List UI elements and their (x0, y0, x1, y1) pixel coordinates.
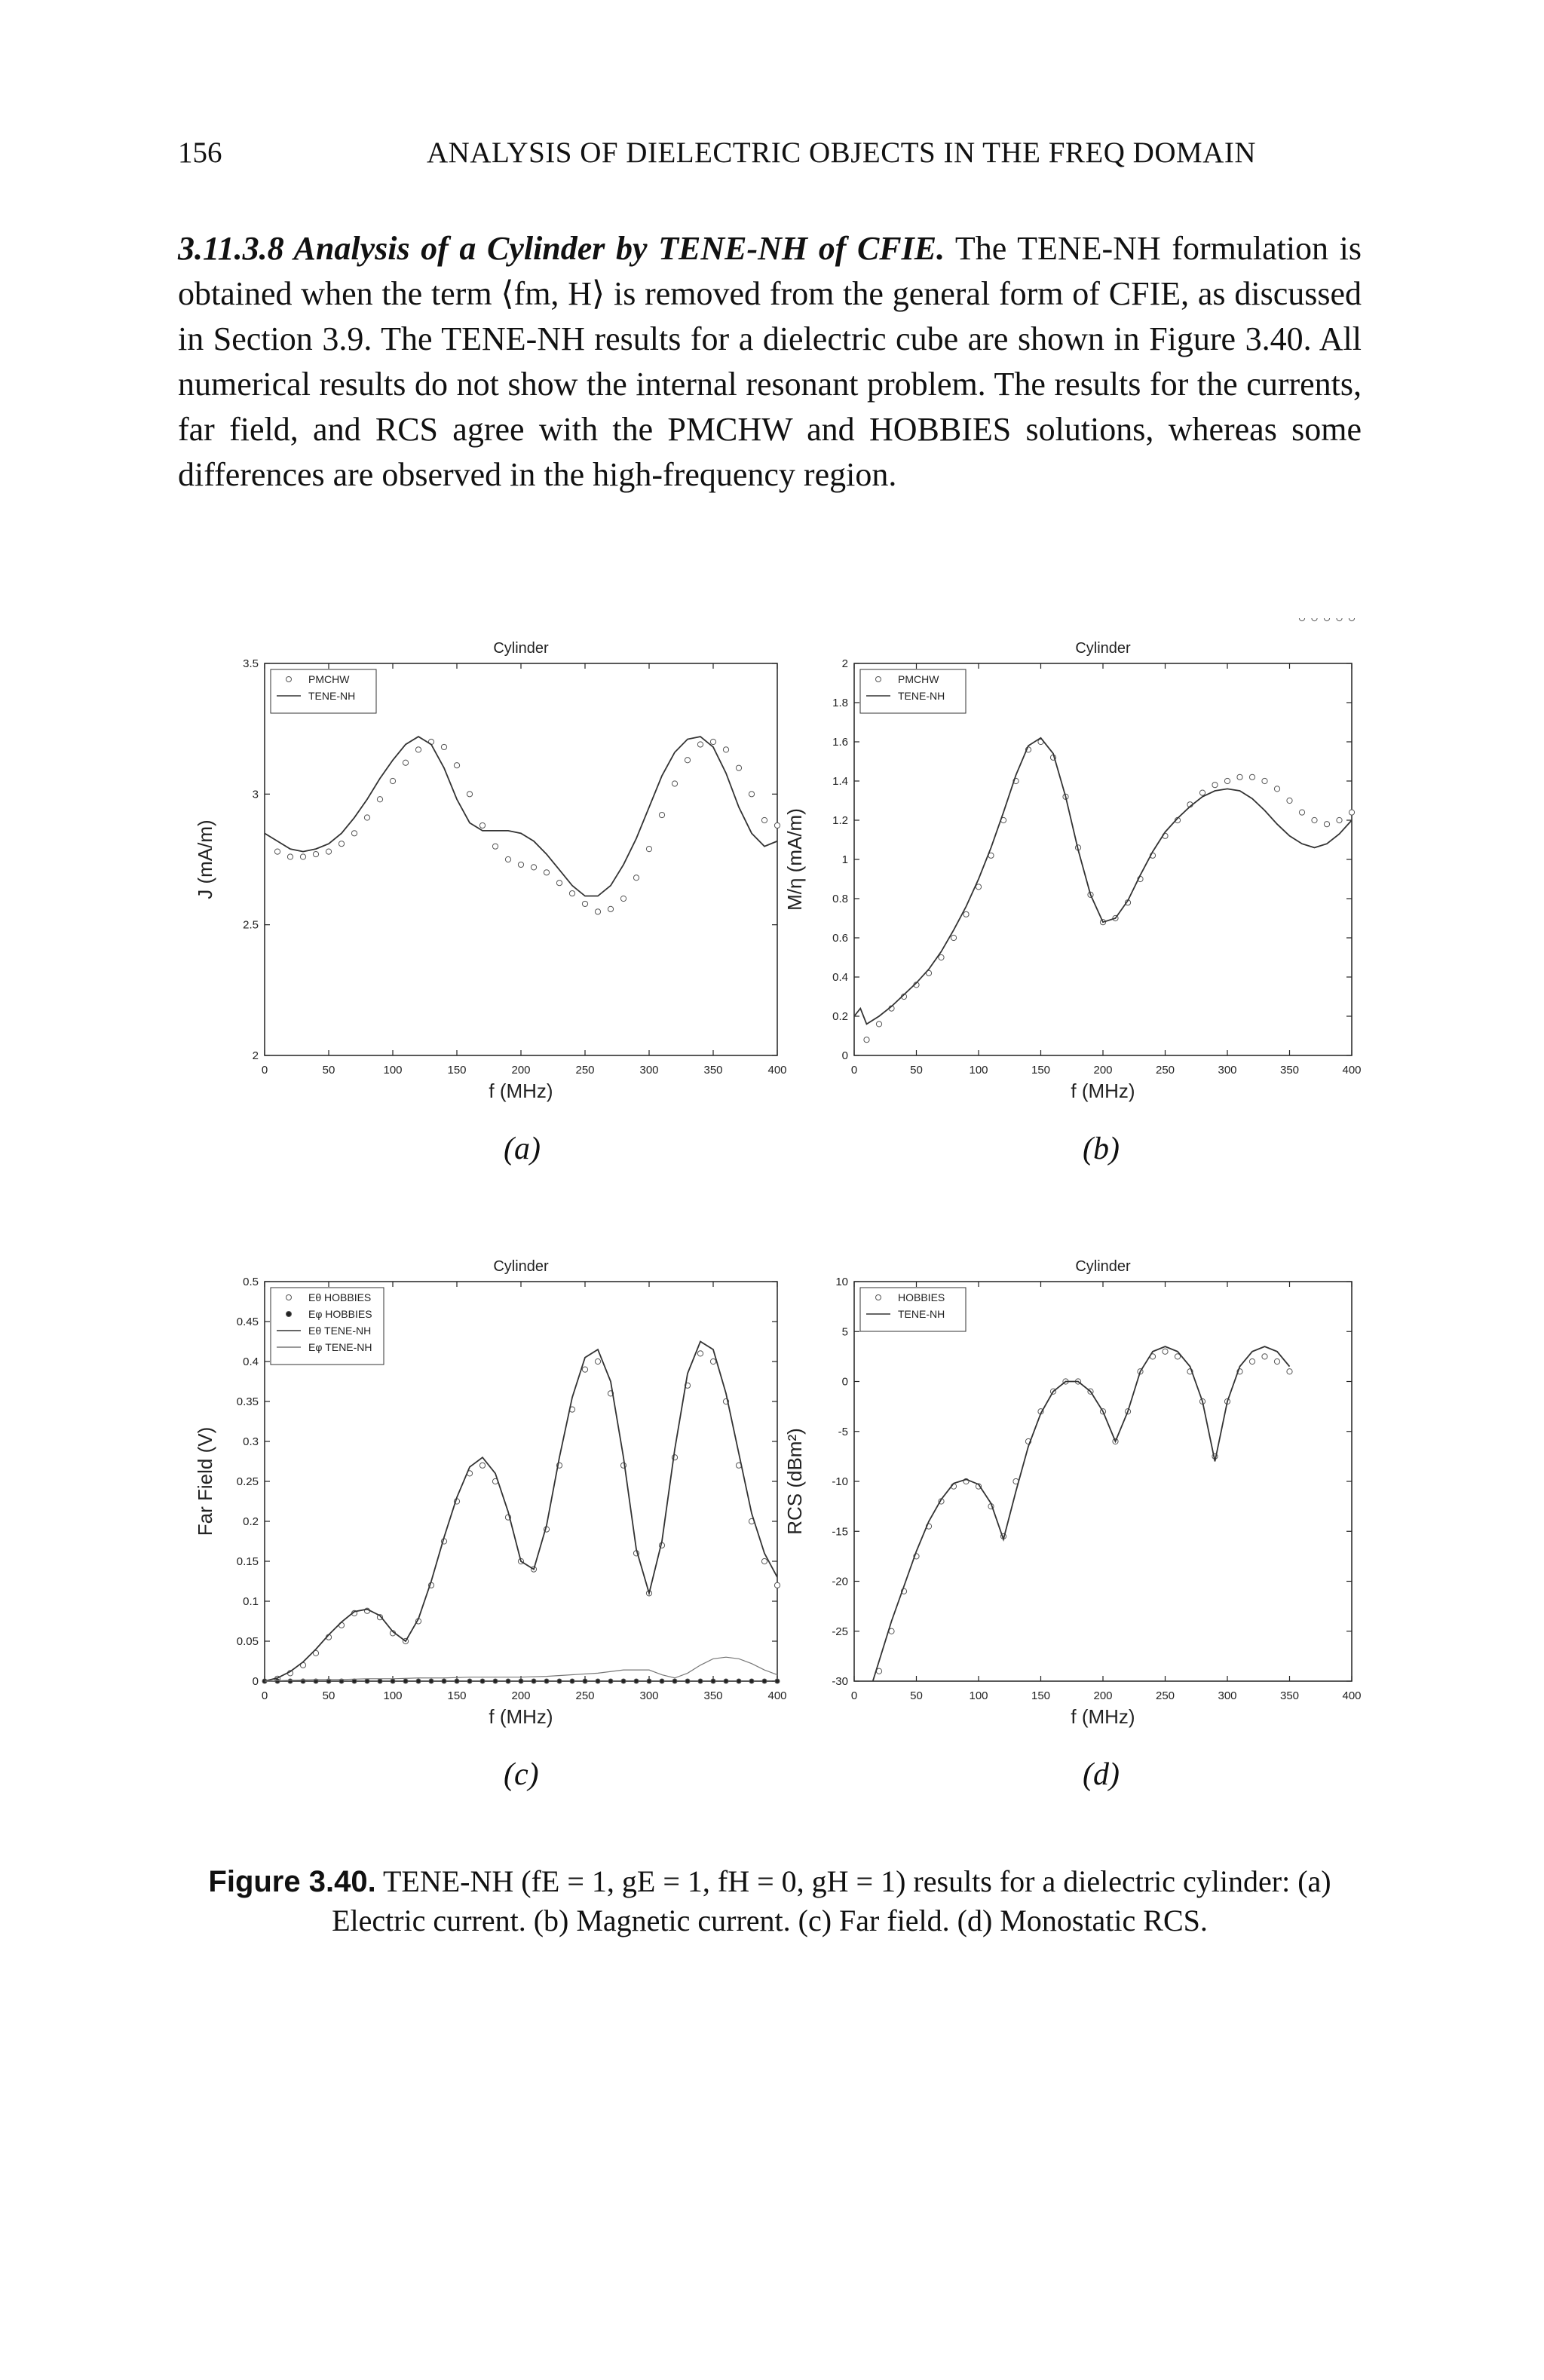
x-tick-label: 150 (1031, 1064, 1051, 1077)
x-tick-label: 150 (447, 1064, 467, 1077)
data-point (583, 1679, 587, 1683)
x-tick-label: 300 (639, 1064, 659, 1077)
data-point (391, 1679, 395, 1683)
data-point (660, 1679, 664, 1683)
section-body (178, 226, 1362, 498)
y-tick-label: 0.6 (832, 932, 848, 945)
x-tick-label: 200 (511, 1064, 531, 1077)
panel-label-a: (a) (504, 1132, 541, 1166)
y-tick-label: 0.3 (243, 1435, 259, 1448)
y-tick-label: 1 (841, 853, 848, 866)
x-tick-label: 200 (1093, 1689, 1113, 1702)
x-tick-label: 200 (1093, 1064, 1113, 1077)
data-point (518, 862, 523, 867)
figure-3-40 (178, 618, 1362, 1824)
data-point (274, 849, 280, 854)
x-tick-label: 400 (767, 1689, 787, 1702)
data-point (774, 1582, 780, 1588)
data-point (519, 1679, 523, 1683)
panel-label-c: (c) (504, 1757, 539, 1792)
data-point (505, 856, 510, 862)
data-point (493, 1679, 498, 1683)
data-point (1212, 783, 1218, 788)
x-tick-label: 50 (910, 1064, 923, 1077)
x-tick-label: 400 (1342, 1689, 1362, 1702)
y-tick-label: 3.5 (243, 657, 259, 670)
data-point (647, 1679, 651, 1683)
data-point (300, 854, 305, 859)
chart-title: Cylinder (1075, 1258, 1131, 1275)
chart-title: Cylinder (493, 640, 549, 657)
data-point (1224, 778, 1230, 783)
data-point (737, 1679, 741, 1683)
y-tick-label: 0.15 (236, 1555, 259, 1568)
data-point (685, 1679, 690, 1683)
x-axis-label: f (MHz) (489, 1080, 553, 1102)
data-point (479, 1463, 485, 1468)
y-axis-label: RCS (dBm²) (783, 1428, 806, 1535)
data-point (939, 954, 944, 960)
section-title: 3.11.3.8 Analysis of a Cylinder by TENE-NH of CFIE. (178, 230, 945, 267)
data-point (365, 1679, 369, 1683)
series-line (265, 737, 777, 896)
series-b-1 (854, 738, 1352, 1025)
data-point (1262, 1354, 1267, 1359)
legend-label: Eφ TENE-NH (308, 1341, 372, 1353)
y-tick-label: 5 (841, 1325, 848, 1339)
y-axis-label: M/η (mA/m) (783, 808, 806, 911)
data-point (467, 792, 472, 797)
x-tick-label: 350 (1279, 1064, 1300, 1077)
data-point (326, 849, 331, 854)
x-tick-label: 0 (261, 1064, 268, 1077)
data-point (287, 854, 293, 859)
data-point (749, 792, 754, 797)
legend (860, 1288, 966, 1331)
x-tick-label: 250 (1155, 1064, 1175, 1077)
data-point (1199, 790, 1205, 795)
x-tick-label: 350 (1279, 1689, 1300, 1702)
x-tick-label: 350 (703, 1064, 723, 1077)
data-point (1299, 618, 1304, 621)
legend-label: Eθ TENE-NH (308, 1325, 372, 1337)
data-point (570, 1679, 574, 1683)
chart-b (783, 640, 1362, 1102)
y-tick-label: 0.45 (236, 1316, 259, 1328)
data-point (1249, 1358, 1254, 1364)
legend (271, 1288, 384, 1365)
data-point (659, 812, 664, 817)
data-point (685, 758, 690, 763)
x-tick-label: 0 (261, 1689, 268, 1702)
chart-c (194, 1258, 787, 1728)
data-point (1287, 798, 1292, 803)
legend-label: TENE-NH (898, 690, 945, 702)
data-point (723, 747, 728, 752)
data-point (1337, 817, 1342, 822)
legend-label: HOBBIES (898, 1291, 945, 1303)
data-point (532, 1679, 536, 1683)
data-point (429, 1679, 433, 1683)
data-point (364, 815, 369, 820)
y-tick-label: -10 (832, 1475, 848, 1488)
x-tick-label: 150 (447, 1689, 467, 1702)
y-tick-label: 3 (252, 788, 259, 801)
data-point (620, 896, 626, 901)
data-point (951, 935, 956, 940)
x-tick-label: 0 (850, 1064, 858, 1077)
x-tick-label: 250 (575, 1689, 595, 1702)
series-c-0 (274, 1351, 780, 1682)
data-point (1324, 822, 1329, 827)
data-point (467, 1679, 472, 1683)
data-point (390, 778, 395, 783)
y-tick-label: 10 (835, 1276, 848, 1288)
x-tick-label: 50 (322, 1064, 335, 1077)
series-line (873, 1346, 1290, 1681)
data-point (403, 760, 408, 765)
y-tick-label: 0.35 (236, 1395, 259, 1408)
data-point (1237, 774, 1242, 780)
data-point (774, 822, 780, 828)
data-point (711, 1679, 715, 1683)
y-axis-label: J (mA/m) (194, 819, 216, 899)
data-point (1312, 817, 1317, 822)
y-tick-label: 1.6 (832, 736, 848, 749)
y-tick-label: -30 (832, 1675, 848, 1688)
y-tick-label: 1.4 (832, 775, 848, 788)
x-tick-label: 400 (767, 1064, 787, 1077)
data-point (416, 1679, 421, 1683)
series-c-3 (265, 1657, 777, 1681)
legend-label: PMCHW (308, 673, 350, 685)
y-tick-label: -5 (838, 1425, 848, 1438)
data-point (1299, 810, 1304, 815)
data-point (557, 1679, 562, 1683)
x-tick-label: 300 (1218, 1689, 1237, 1702)
x-tick-label: 100 (969, 1064, 988, 1077)
data-point (377, 797, 382, 802)
y-tick-label: 0.5 (243, 1276, 259, 1288)
legend-swatch (876, 1295, 881, 1300)
y-tick-label: 0.4 (832, 971, 848, 984)
legend (271, 669, 376, 713)
data-point (633, 875, 639, 881)
y-tick-label: 0.2 (243, 1515, 259, 1528)
plot-frame (265, 663, 777, 1055)
data-point (492, 844, 498, 849)
data-point (351, 831, 357, 836)
data-point (749, 1679, 754, 1683)
series-a-0 (274, 739, 780, 914)
data-point (710, 739, 715, 744)
legend-swatch (286, 1312, 292, 1317)
caption-label: Figure 3.40. (208, 1865, 376, 1898)
y-tick-label: 0 (252, 1675, 259, 1688)
figure-caption (178, 1862, 1362, 1940)
x-tick-label: 300 (1218, 1064, 1237, 1077)
data-point (710, 1358, 715, 1364)
legend-swatch (286, 677, 292, 682)
data-point (556, 881, 562, 886)
data-point (736, 765, 741, 770)
x-tick-label: 350 (703, 1689, 723, 1702)
y-axis-label: Far Field (V) (194, 1426, 216, 1536)
y-tick-label: 0.1 (243, 1595, 259, 1608)
y-tick-label: 0 (841, 1049, 848, 1062)
data-point (672, 781, 677, 786)
plot-frame (854, 663, 1352, 1055)
data-point (441, 744, 446, 749)
y-tick-label: 0 (841, 1375, 848, 1389)
data-point (1312, 618, 1317, 621)
legend-swatch (876, 677, 881, 682)
data-point (480, 1679, 485, 1683)
legend-label: PMCHW (898, 673, 939, 685)
x-tick-label: 200 (511, 1689, 531, 1702)
x-tick-label: 300 (639, 1689, 659, 1702)
data-point (582, 901, 587, 906)
series-a-1 (265, 737, 777, 896)
series-line (265, 1657, 777, 1681)
series-d-1 (873, 1346, 1290, 1681)
data-point (531, 865, 536, 870)
data-point (698, 1679, 703, 1683)
data-point (1287, 1369, 1292, 1374)
data-point (672, 1679, 677, 1683)
x-tick-label: 0 (850, 1689, 858, 1702)
data-point (976, 884, 981, 890)
x-axis-label: f (MHz) (489, 1705, 553, 1728)
data-point (1349, 618, 1354, 621)
data-point (876, 1022, 881, 1027)
data-point (608, 1679, 613, 1683)
x-tick-label: 250 (1155, 1689, 1175, 1702)
y-tick-label: 2 (841, 657, 848, 670)
legend-swatch (286, 1295, 292, 1300)
data-point (506, 1679, 510, 1683)
panel-label-d: (d) (1083, 1757, 1120, 1792)
x-tick-label: 100 (383, 1064, 403, 1077)
legend-label: TENE-NH (898, 1308, 945, 1320)
data-point (864, 1037, 869, 1043)
chart-title: Cylinder (493, 1258, 549, 1275)
data-point (761, 817, 767, 822)
data-point (761, 1558, 767, 1564)
series-b-0 (864, 739, 1355, 1042)
x-axis-label: f (MHz) (1071, 1705, 1135, 1728)
caption-text: TENE-NH (fE = 1, gE = 1, fH = 0, gH = 1) results for a dielectric cylinder: (a) Electric current. (b) Magnetic current. (c) Far field. (d) Monostatic RCS. (332, 1864, 1331, 1937)
data-point (544, 870, 549, 875)
chart-title: Cylinder (1075, 640, 1131, 657)
y-tick-label: 0.05 (236, 1635, 259, 1648)
legend-label: Eθ HOBBIES (308, 1291, 372, 1303)
plot-frame (854, 1282, 1352, 1681)
page-header (178, 136, 1362, 181)
x-tick-label: 50 (322, 1689, 335, 1702)
y-tick-label: -15 (832, 1525, 848, 1539)
data-point (646, 847, 651, 852)
data-point (1337, 618, 1342, 621)
series-line (265, 1342, 777, 1682)
section-paragraph: The TENE-NH formulation is obtained when the term ⟨fm, H⟩ is removed from the general form of CFIE, as discussed in Section 3.9. The TENE-NH results for a dielectric cube are shown in Figure 3.40. All numerical results do not show the internal resonant problem. The results for the currents, far field, and RCS agree with the PMCHW and HOBBIES solutions, whereas some differences are observed in the high-frequency region. (178, 230, 1362, 493)
data-point (442, 1679, 446, 1683)
x-axis-label: f (MHz) (1071, 1080, 1135, 1102)
data-point (596, 1679, 600, 1683)
y-tick-label: 2 (252, 1049, 259, 1062)
data-point (479, 822, 485, 828)
data-point (1163, 1349, 1168, 1354)
data-point (1274, 1358, 1279, 1364)
y-tick-label: 0.4 (243, 1355, 259, 1368)
y-tick-label: 0.25 (236, 1475, 259, 1488)
y-tick-label: -20 (832, 1575, 848, 1588)
data-point (1349, 810, 1354, 815)
figure-panels (178, 618, 1362, 1824)
data-point (1274, 786, 1279, 792)
data-point (313, 851, 318, 856)
data-point (775, 1679, 780, 1683)
data-point (595, 909, 600, 914)
data-point (288, 1679, 293, 1683)
data-point (621, 1679, 626, 1683)
data-point (569, 890, 574, 896)
data-point (595, 1358, 600, 1364)
data-point (697, 742, 703, 747)
data-point (697, 1351, 703, 1356)
chart-d (783, 618, 1362, 1728)
y-tick-label: 0.8 (832, 893, 848, 905)
running-title: ANALYSIS OF DIELECTRIC OBJECTS IN THE FREQ DOMAIN (427, 136, 1256, 169)
legend (860, 669, 966, 713)
chart-a (194, 640, 787, 1102)
data-point (582, 1367, 587, 1372)
y-tick-label: 1.8 (832, 697, 848, 709)
series-line (854, 738, 1352, 1025)
data-point (608, 906, 613, 911)
y-tick-label: -25 (832, 1625, 848, 1638)
data-point (1249, 774, 1254, 780)
data-point (544, 1679, 549, 1683)
data-point (415, 747, 421, 752)
data-point (339, 841, 344, 847)
y-tick-label: 0.2 (832, 1010, 848, 1023)
legend-label: Eφ HOBBIES (308, 1308, 372, 1320)
x-tick-label: 250 (575, 1064, 595, 1077)
data-point (634, 1679, 639, 1683)
x-tick-label: 100 (383, 1689, 403, 1702)
legend-label: TENE-NH (308, 690, 356, 702)
x-tick-label: 50 (910, 1689, 923, 1702)
page-number: 156 (178, 136, 222, 169)
panel-label-b: (b) (1083, 1132, 1120, 1166)
data-point (403, 1679, 408, 1683)
y-tick-label: 2.5 (243, 918, 259, 932)
data-point (1324, 618, 1329, 621)
x-tick-label: 100 (969, 1689, 988, 1702)
data-point (455, 1679, 459, 1683)
data-point (454, 763, 459, 768)
data-point (1262, 778, 1267, 783)
y-tick-label: 1.2 (832, 814, 848, 827)
data-point (963, 911, 969, 917)
series-c-2 (265, 1342, 777, 1682)
data-point (378, 1679, 382, 1683)
data-point (762, 1679, 767, 1683)
data-point (724, 1679, 728, 1683)
x-tick-label: 150 (1031, 1689, 1051, 1702)
x-tick-label: 400 (1342, 1064, 1362, 1077)
